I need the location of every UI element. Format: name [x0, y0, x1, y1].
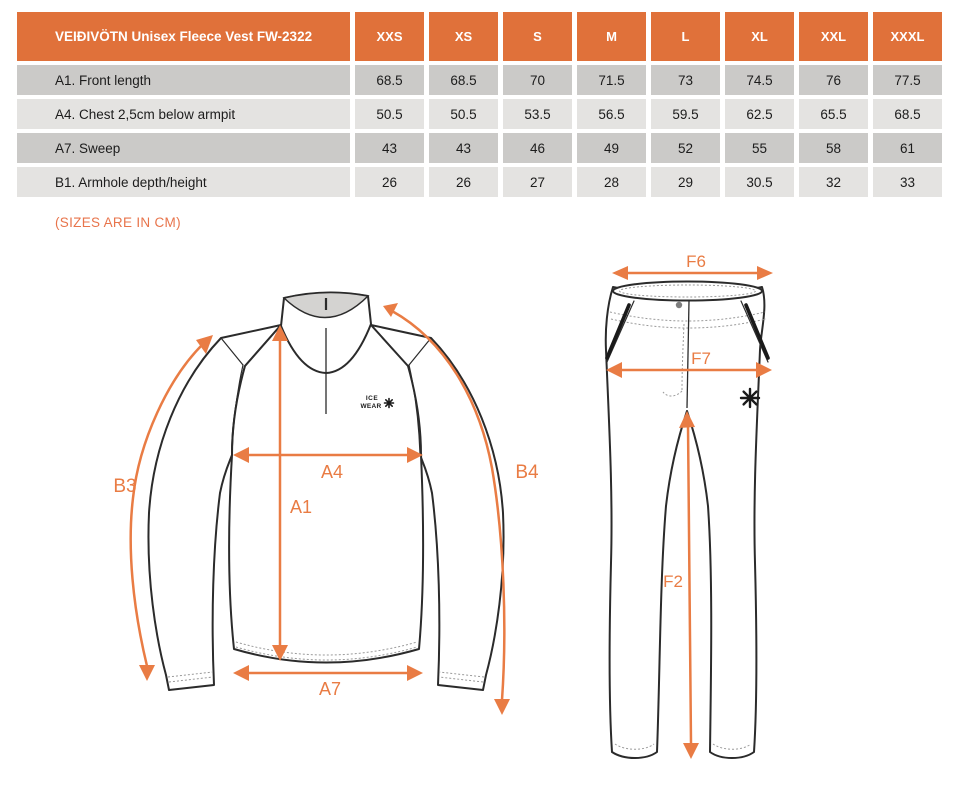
measurement-diagram	[0, 248, 967, 793]
measurement-value: 59.5	[651, 99, 720, 129]
logo-text-line1: ICE	[365, 395, 379, 402]
measurement-value: 33	[873, 167, 942, 197]
table-row	[17, 167, 942, 197]
measurement-value: 61	[873, 133, 942, 163]
label-a7: A7	[318, 679, 342, 699]
measurement-value: 73	[651, 65, 720, 95]
measurement-value: 53.5	[503, 99, 572, 129]
size-table-body	[17, 65, 942, 197]
label-a4: A4	[320, 462, 344, 482]
measurement-value: 58	[799, 133, 868, 163]
pants-drawing	[606, 252, 773, 759]
measurement-value: 46	[503, 133, 572, 163]
measurement-label: A4. Chest 2,5cm below armpit	[17, 99, 350, 129]
size-header-xs: XS	[429, 12, 498, 61]
size-header-xxl: XXL	[799, 12, 868, 61]
measurement-value: 76	[799, 65, 868, 95]
measurement-value: 56.5	[577, 99, 646, 129]
label-f7: F7	[691, 349, 711, 368]
measurement-value: 49	[577, 133, 646, 163]
size-header-xl: XL	[725, 12, 794, 61]
measurement-value: 30.5	[725, 167, 794, 197]
measurement-value: 70	[503, 65, 572, 95]
label-a1: A1	[290, 497, 313, 517]
waist-button	[676, 302, 682, 308]
sizes-unit-note: (SIZES ARE IN CM)	[55, 215, 181, 230]
label-f6: F6	[686, 252, 706, 271]
measurement-value: 74.5	[725, 65, 794, 95]
measurement-value: 68.5	[355, 65, 424, 95]
measurement-label: A7. Sweep	[17, 133, 350, 163]
table-row	[17, 99, 942, 129]
measurement-value: 77.5	[873, 65, 942, 95]
table-row	[17, 133, 942, 163]
size-header-xxxl: XXXL	[873, 12, 942, 61]
measurement-value: 55	[725, 133, 794, 163]
table-row	[17, 65, 942, 95]
label-b3: B3	[113, 476, 137, 497]
label-b4: B4	[515, 462, 539, 483]
measurement-value: 32	[799, 167, 868, 197]
measurement-value: 50.5	[429, 99, 498, 129]
measurement-value: 29	[651, 167, 720, 197]
measurement-value: 28	[577, 167, 646, 197]
measurement-value: 27	[503, 167, 572, 197]
measurement-label: A1. Front length	[17, 65, 350, 95]
measurement-value: 26	[429, 167, 498, 197]
logo-text-line2: WEAR	[360, 403, 382, 410]
size-header-row	[17, 12, 942, 61]
pants-snowflake-icon	[741, 389, 759, 407]
waistband-top	[613, 282, 762, 301]
measurement-value: 43	[429, 133, 498, 163]
measurement-value: 68.5	[873, 99, 942, 129]
measurement-value: 26	[355, 167, 424, 197]
measurement-value: 52	[651, 133, 720, 163]
size-header-xxs: XXS	[355, 12, 424, 61]
pants-body	[606, 287, 765, 758]
size-chart-table	[12, 8, 947, 201]
measurement-value: 43	[355, 133, 424, 163]
product-title: VEIÐIVÖTN Unisex Fleece Vest FW-2322	[17, 12, 350, 61]
measurement-value: 65.5	[799, 99, 868, 129]
measurement-value: 62.5	[725, 99, 794, 129]
size-header-l: L	[651, 12, 720, 61]
logo-snowflake-icon	[385, 399, 394, 408]
size-header-s: S	[503, 12, 572, 61]
measurement-value: 71.5	[577, 65, 646, 95]
measurement-value: 68.5	[429, 65, 498, 95]
shirt-drawing	[113, 292, 539, 715]
measurement-label: B1. Armhole depth/height	[17, 167, 350, 197]
label-f2: F2	[663, 572, 683, 591]
measurement-value: 50.5	[355, 99, 424, 129]
size-header-m: M	[577, 12, 646, 61]
